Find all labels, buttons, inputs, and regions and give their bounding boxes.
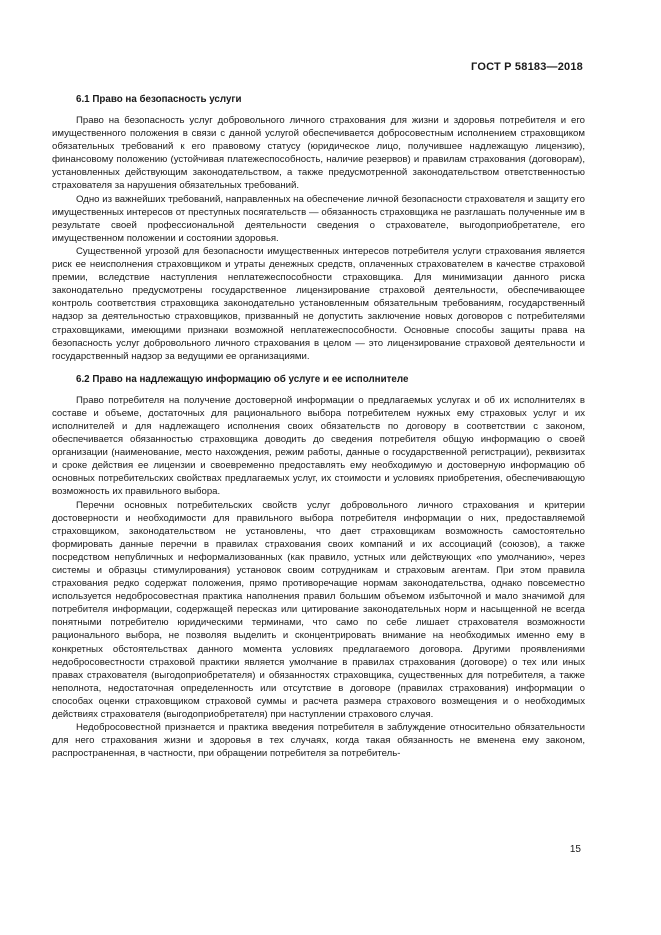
page-number: 15: [569, 844, 581, 855]
paragraph: Перечни основных потребительских свойств услуг добровольного личного страхования и критерии достоверности и необходимости для правильного выбора потребителя информации о них, предоставляемой страховщиком, законодательством не установлены, что дает страховщикам возможность самостоятельно формировать данные перечни в правилах страхования своих компаний и их ассоциаций (союзов), а также посредством непубличных и неформализованных (как правило, устных или действующих «по умолчанию», через системы и образцы стимулирования) установок своим сотрудникам и страховым агентам. При этом правила страхования редко содержат положения, прямо противоречащие нормам законодательства, однако повсеместно используется недобросовестная практика наполнения правил большим объемом избыточной и мало значимой для потребителя информации, содержащей пересказ или цитирование законодательных норм и насыщенной не всегда понятными потребителю юридическими терминами, что само по себе лишает страхователя возможности рационального выбора, не позволяя выделить и сконцентрировать внимание на необходимых именно ему в конкретных обстоятельствах данного момента условиях предлагаемого договора. Другими проявлениями недобросовестности страховой практики является умолчание в правилах страхования (договоре) о тех или иных правах страхователя (выгодоприобретателя) и обязанностях страховщика, существенных для потребителя, а также неполнота, недостаточная определенность или отсутствие в договоре (правилах страхования) информации о способах оценки страховщиком страховой суммы и расчета размера страхового возмещения и о необходимых действиях страхователя (выгодоприобретателя) при наступлении страхового случая.: [52, 499, 585, 721]
standard-designation: ГОСТ Р 58183—2018: [471, 61, 583, 73]
paragraph: Право потребителя на получение достоверной информации о предлагаемых услугах и об их исполнителях в составе и объеме, достаточных для рационального выбора потребителем нужных ему страховых услуг и их исполнителей и для надлежащего исполнения своих обязательств по договору в соответствии с законом, обеспечивается обязанностью страховщика доводить до сведения потребителя общую информацию о своей организации (наименование, место нахождения, режим работы, данные о государственной регистрации), реквизитах и сроке действия ее лицензии и своевременно предоставлять ему необходимую и достоверную информацию об основных потребительских свойствах предлагаемых услуг, их стоимости и условиях приобретения, обеспечивающую возможность их правильного выбора.: [52, 394, 585, 498]
section-6-1-title: 6.1 Право на безопасность услуги: [76, 94, 242, 105]
section-6-2-title: 6.2 Право на надлежащую информацию об услуге и ее исполнителе: [76, 373, 409, 385]
paragraph: Одно из важнейших требований, направленных на обеспечение личной безопасности страхователя и защиту его имущественных интересов от преступных посягательств — обязанность страховщика не разглашать полученные им в результате своей профессиональной деятельности сведения о страхователе, выгодоприобретателе, его имущественном положении и состоянии здоровья.: [52, 193, 585, 244]
document-body: [52, 93, 585, 760]
paragraph: Существенной угрозой для безопасности имущественных интересов потребителя услуги страхования является риск ее неисполнения страховщиком и утраты денежных средств, оплаченных страхователем в качестве страховой премии, вследствие наступления неплатежеспособности страховщика. Для минимизации данного риска законодательно предусмотрены государственное лицензирование страховой деятельности, обеспечивающее контроль соответствия страховщика законодательно установленным обязательным требованиям, государственный надзор за деятельностью страховщиков, призванный не допустить заключение новых договоров с потребителями страховщиками, имеющими признаки возможной неплатежеспособности. Основные способы защиты права на безопасность услуг добровольного личного страхования в целом — это лицензирование страховой деятельности и государственный надзор за ведущими ее организациями.: [52, 245, 585, 362]
paragraph: Право на безопасность услуг добровольного личного страхования для жизни и здоровья потребителя и его имущественного положения в связи с данной услугой обеспечивается добросовестным исполнением страховщиком обязательных требований к его правовому статусу (юридическое лицо, получившее надлежащую лицензию), финансовому положению (устойчивая платежеспособность, наличие резервов) и правилам страхования (договорам), установленных действующим законодательством, а также предусмотренной законодательством ответственностью страхователя за нарушения обязательных требований.: [52, 115, 585, 192]
paragraph: Недобросовестной признается и практика введения потребителя в заблуждение относительно обязательности для него страхования жизни и здоровья в тех случаях, когда такая обязанность не вменена ему законом, распространенная, в частности, при обращении потребителя за потребитель-: [52, 722, 585, 760]
